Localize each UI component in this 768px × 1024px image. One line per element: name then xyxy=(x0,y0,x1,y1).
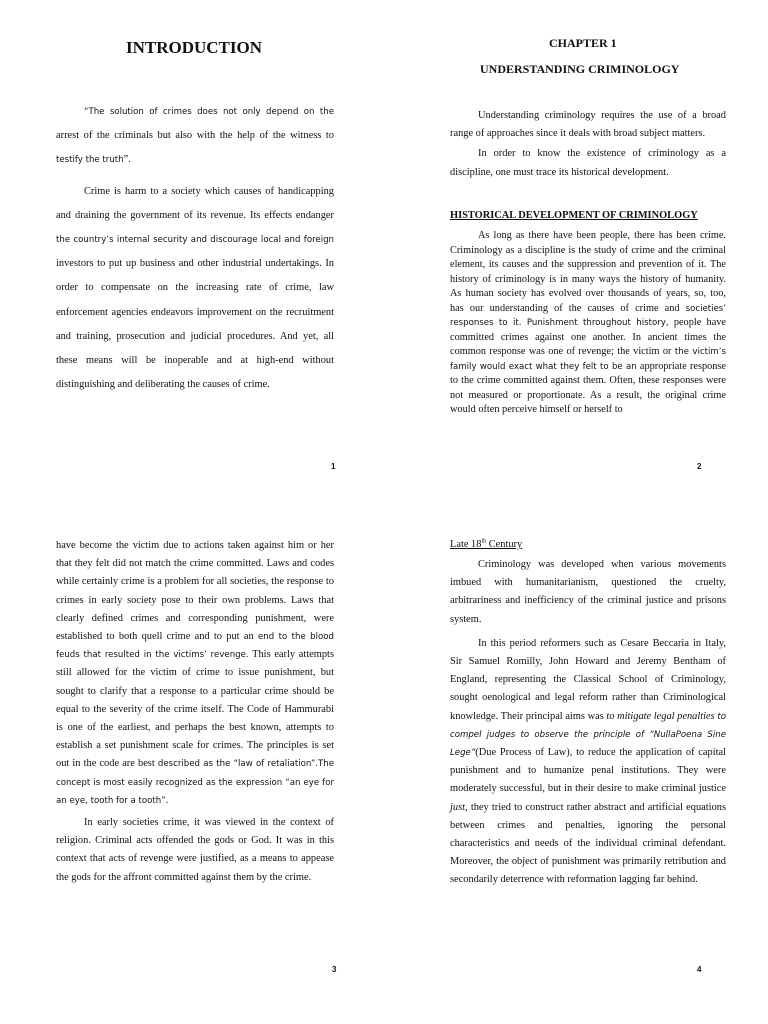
history-text xyxy=(450,229,726,418)
page-2 xyxy=(450,30,726,480)
body-paragraph: In early societies crime, it was viewed in the context of religion. Criminal acts offended the gods or God. It was in this context that acts of revenge were justified, as a means to appease the gods for the affront committed against them by the crime. xyxy=(56,817,334,883)
quote-line: testify the truth xyxy=(56,155,124,166)
subheading-text: Late 18 xyxy=(450,539,482,550)
subheading-text: Century xyxy=(486,539,523,550)
body-paragraph: Understanding criminology requires the use of a broad range of approaches since it deals with broad subject matters. xyxy=(450,110,726,140)
text-run: This early attempts still allowed for the victim of crime to issue punishment, but sought to clarify that a response to a particular crime should be equal to the severity of the crime itself. The Code of Hammurabi is one of the earliest, and perhaps the best known, attempts to establish a set punishment scale for crimes. The principles is set out in the code are best xyxy=(56,649,334,770)
subheading-superscript: th xyxy=(481,538,487,545)
body-paragraph: Criminology was developed when various movements imbued with humanitarianism, questioned the cruelty, arbitrariness and inefficiency of the criminal justice and prisons system. xyxy=(450,559,726,625)
body-paragraph xyxy=(450,229,726,418)
chapter-title: UNDERSTANDING CRIMINOLOGY xyxy=(480,62,680,76)
text-run: (Due Process of Law), to reduce the application of capital punishment and to humanize penal institutions. They were moderately successful, but in their desire to make criminal justice xyxy=(450,747,726,795)
body-paragraph xyxy=(56,180,334,398)
quote-end: ”. xyxy=(123,154,131,166)
page-number: 1 xyxy=(331,462,336,471)
section-subheading xyxy=(450,539,522,550)
page-body xyxy=(56,537,334,887)
quote-paragraph xyxy=(56,100,334,173)
body-paragraph xyxy=(450,635,726,890)
text-run: the victim’s family would exact what they felt to be an xyxy=(450,347,727,372)
text-run: appropriate response to the crime committed against them. Often, these responses were not measured or proportionate. As a result, the original crime would often perceive himself or herself to xyxy=(450,360,726,415)
chapter-label: CHAPTER 1 xyxy=(549,36,617,50)
text-run: have become the victim due to actions taken against him or her that they felt did not match the crime committed. Laws and codes while certainly crime is a problem for all societies, the response to crimes in early society pose to their own problems. Laws that clearly defined crimes and corresponding punishment, were established to both quell crime and to put an xyxy=(56,540,334,643)
text-run: described as the “law of retaliation”.The concept is most easily recognized as the expression “an eye for an eye, tooth for a tooth” xyxy=(56,759,335,806)
italic-run: to mitigate legal penalties xyxy=(606,710,715,722)
page-body xyxy=(450,556,726,890)
quote-line: “The solution of crimes does not only depend on the xyxy=(84,107,334,117)
page-number: 3 xyxy=(332,965,337,974)
text-run: end to the blood feuds that resulted in the victims’ revenge. xyxy=(56,632,334,661)
italic-run: to compel judges to observe the principle of “NullaPoena Sine Lege” xyxy=(450,711,726,759)
page-3 xyxy=(56,533,337,993)
text-run: societies’ responses to it. Punishment throughout history, xyxy=(450,303,726,328)
page-title: INTRODUCTION xyxy=(126,38,263,57)
page-4 xyxy=(450,533,726,993)
text-run: they tried to construct rather abstract and artificial equations between crimes and penalties, ignoring the personal characteristics and needs of the individual criminal defendant. Moreover, the object of punishment was primarily retribution and secondarily deterrence with reformation lagging far behind. xyxy=(450,801,726,886)
text-run: In this period reformers such as Cesare Beccaria in Italy, Sir Samuel Romilly, John Howard and Jeremy Bentham of England, representing the Classical School of Criminology, sought oenological and legal reform rather than Criminological knowledge. Their principal aims was xyxy=(450,637,726,722)
page-number: 2 xyxy=(697,462,702,471)
text-run: Crime is harm to a society which causes of handicapping and draining the government of its revenue. Its effects endanger xyxy=(56,185,334,221)
text-run: As long as there have been people, there has been crime. Criminology as a discipline is the study of crime and the criminal element, its causes and the suppression and prevention of it. The history of criminology is in many ways the history of humanity. As human society has evolved over thousands of years, so, too, has our understanding of the causes of crime and xyxy=(450,230,726,314)
body-paragraph xyxy=(56,537,334,810)
italic-run: just, xyxy=(450,801,468,813)
text-run: people have committed crimes against one another. In ancient times the common response was one of revenge; the victim or xyxy=(450,317,726,357)
quote-line: arrest of the criminals but also with the help of the witness to xyxy=(56,130,334,142)
page-number: 4 xyxy=(697,965,702,974)
text-run: investors to put up business and other industrial undertakings. In order to compensate on the increasing rate of crime, law enforcement agencies endeavors improvement on the recruitment and training, prosecution and judicial procedures. And yet, all these means will be inoperable and at high-end without distinguishing and deliberating the causes of crime. xyxy=(56,258,334,391)
text-run: . xyxy=(165,794,169,806)
intro-text xyxy=(450,107,726,182)
body-paragraph: In order to know the existence of criminology as a discipline, one must trace its historical development. xyxy=(450,148,726,178)
text-run: the country’s internal security and discourage local and foreign xyxy=(56,235,334,246)
page-body xyxy=(56,100,334,397)
page-1 xyxy=(56,30,334,480)
section-heading: HISTORICAL DEVELOPMENT OF CRIMINOLOGY xyxy=(450,210,698,221)
